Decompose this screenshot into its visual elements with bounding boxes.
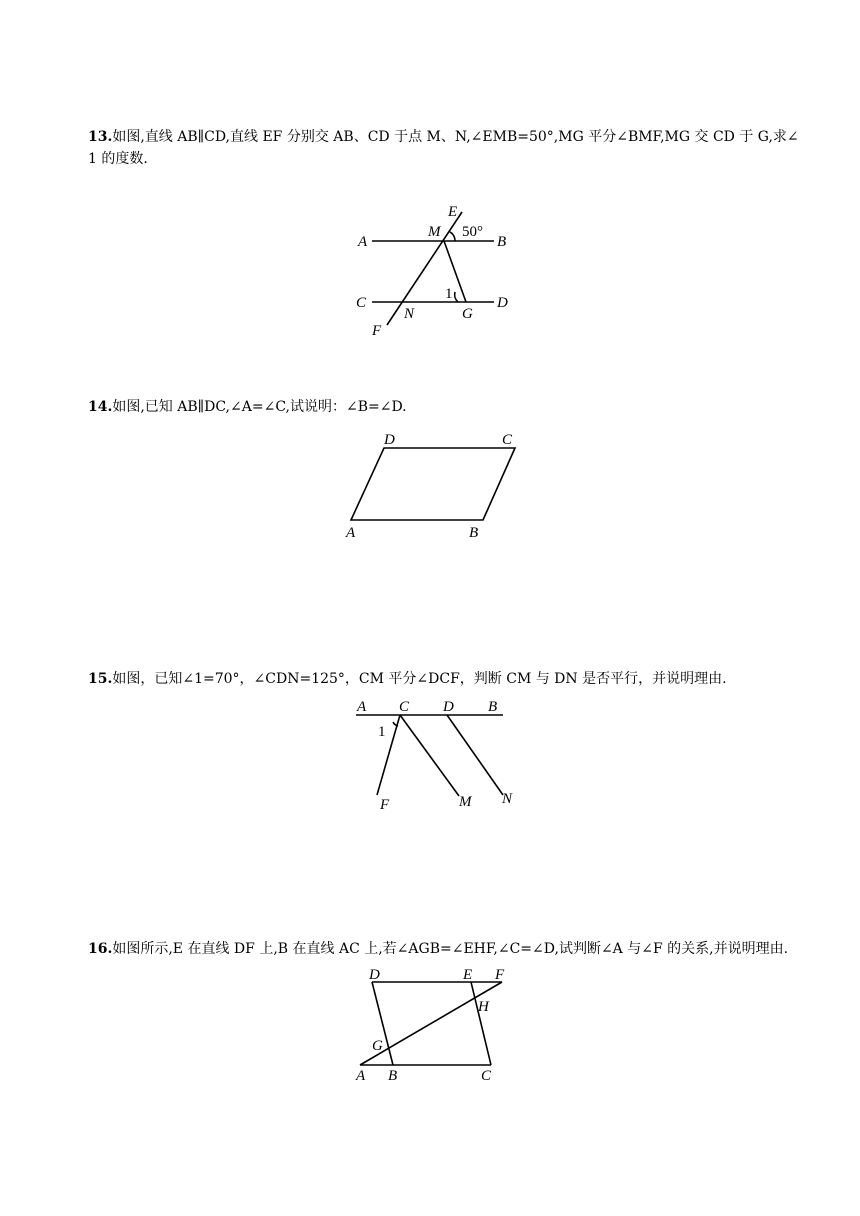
label-a: A: [356, 1068, 366, 1084]
label-c: C: [481, 1068, 492, 1084]
problem-15-line: 如图，已知∠1=70°，∠CDN=125°，CM 平分∠DCF，判断 CM 与 DN 是否平行，并说明理由.: [112, 671, 727, 687]
problem-16-line: 如图所示,E 在直线 DF 上,B 在直线 AC 上,若∠AGB=∠EHF,∠C=∠D,试判断∠A 与∠F 的关系,并说明理由.: [112, 941, 789, 957]
label-f: F: [380, 797, 390, 813]
label-m: M: [428, 224, 441, 240]
label-g: G: [372, 1038, 383, 1054]
problem-15-text: [88, 668, 727, 690]
label-angle-1: 1: [445, 286, 453, 302]
label-d: D: [443, 699, 454, 715]
label-n: N: [404, 306, 415, 322]
label-b: B: [388, 1068, 398, 1084]
label-a: A: [346, 525, 356, 541]
label-d: D: [497, 295, 508, 311]
label-d: D: [384, 432, 395, 448]
problem-14-figure: [340, 425, 530, 545]
parallelogram-abcd: [351, 448, 515, 520]
problem-14-text: [88, 396, 407, 418]
problem-13-line1: 如图,直线 AB∥CD,直线 EF 分别交 AB、CD 于点 M、N,∠EMB=50°,MG 平分∠BMF,MG 交 CD 于 G,求∠: [112, 129, 799, 145]
label-angle-1: 1: [378, 724, 386, 740]
problem-13-line2: 1 的度数.: [88, 151, 148, 167]
problem-14-number: 14.: [88, 399, 113, 415]
ray-cm: [400, 715, 459, 796]
problem-16-text: [88, 938, 788, 960]
problem-16-number: 16.: [88, 941, 113, 957]
problem-13-number: 13.: [88, 129, 113, 145]
label-50-degrees: 50°: [462, 224, 483, 240]
label-a: A: [358, 234, 368, 250]
label-n: N: [502, 791, 513, 807]
problem-13-figure: [350, 198, 520, 343]
label-b: B: [469, 525, 479, 541]
problem-15-number: 15.: [88, 671, 113, 687]
label-c: C: [399, 699, 410, 715]
label-d: D: [369, 967, 380, 983]
line-ef: [387, 212, 462, 325]
label-g: G: [462, 306, 473, 322]
label-b: B: [488, 699, 498, 715]
label-m: M: [459, 794, 472, 810]
angle-1-arc: [455, 292, 458, 302]
problem-15-figure: [345, 693, 530, 818]
label-a: A: [357, 699, 367, 715]
label-f: F: [372, 323, 382, 339]
problem-13-text: [88, 126, 799, 170]
label-e: E: [463, 967, 473, 983]
label-f: F: [495, 967, 505, 983]
label-b: B: [497, 234, 507, 250]
problem-16-figure: [345, 962, 525, 1087]
ray-dn: [447, 715, 503, 795]
label-h: H: [478, 999, 489, 1015]
label-c: C: [356, 295, 367, 311]
label-c: C: [502, 432, 513, 448]
label-e: E: [448, 204, 458, 220]
angle-50-arc: [450, 232, 455, 241]
problem-14-line: 如图,已知 AB∥DC,∠A=∠C,试说明：∠B=∠D.: [112, 399, 407, 415]
